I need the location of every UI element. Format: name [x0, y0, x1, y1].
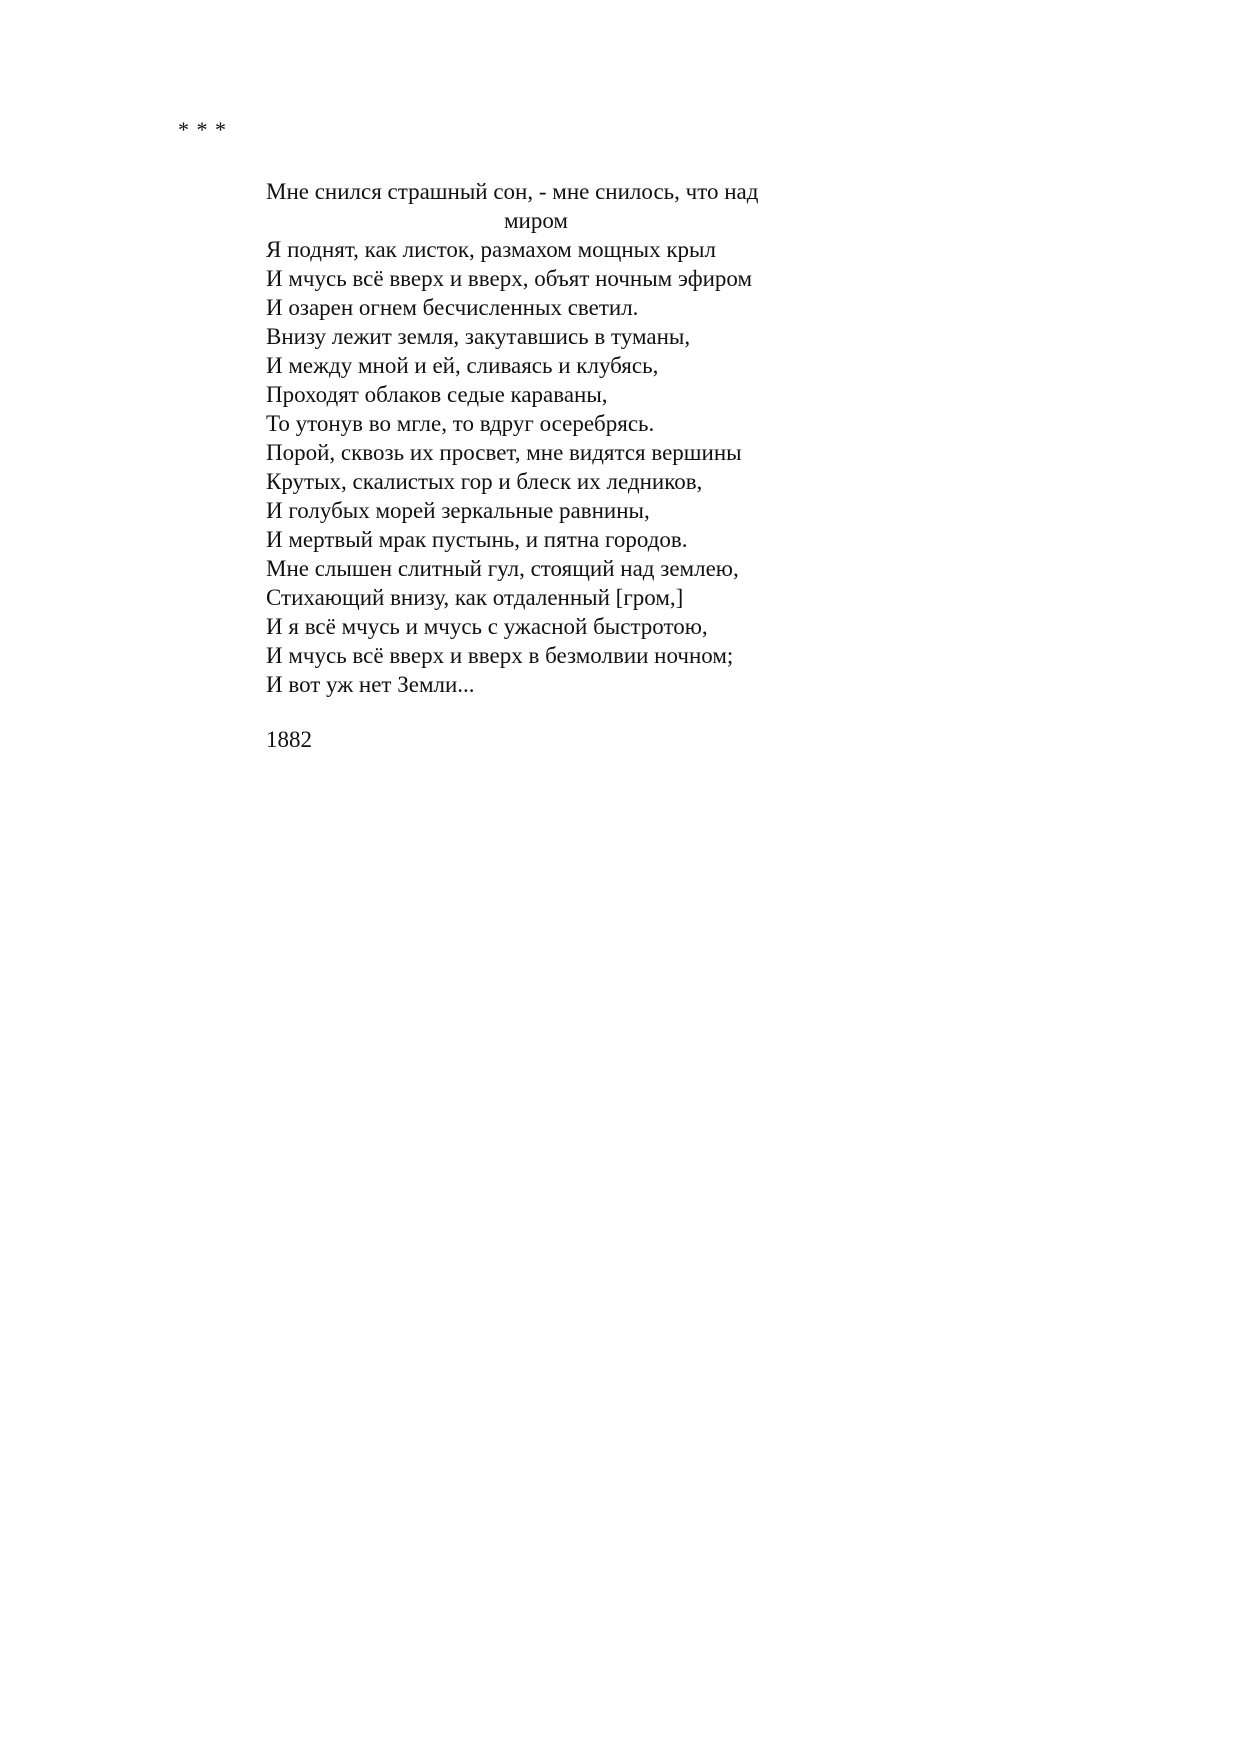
poem-line-continuation: миром — [504, 208, 568, 233]
poem-line: И мертвый мрак пустынь, и пятна городов. — [266, 527, 688, 552]
poem-line: Крутых, скалистых гор и блеск их ледников, — [266, 469, 703, 494]
poem-line: Мне слышен слитный гул, стоящий над землею, — [266, 556, 739, 581]
poem-line: То утонув во мгле, то вдруг осеребрясь. — [266, 411, 655, 436]
poem-line: И вот уж нет Земли... — [266, 672, 475, 697]
poem-year: 1882 — [266, 727, 312, 752]
poem-line: Я поднят, как листок, размахом мощных крыл — [266, 237, 716, 262]
poem-line: И между мной и ей, сливаясь и клубясь, — [266, 353, 659, 378]
poem-line: Стихающий внизу, как отдаленный [гром,] — [266, 585, 684, 610]
section-separator: * * * — [178, 117, 227, 142]
poem-line: Внизу лежит земля, закутавшись в туманы, — [266, 324, 691, 349]
poem-line: И голубых морей зеркальные равнины, — [266, 498, 650, 523]
poem-line: И я всё мчусь и мчусь с ужасной быстротою, — [266, 614, 708, 639]
poem-line: И мчусь всё вверх и вверх в безмолвии ночном; — [266, 643, 734, 668]
poem-line: Проходят облаков седые караваны, — [266, 382, 608, 407]
poem-line: И озарен огнем бесчисленных светил. — [266, 295, 639, 320]
poem-line: Порой, сквозь их просвет, мне видятся вершины — [266, 440, 742, 465]
poem-body — [266, 177, 806, 699]
poem-line: И мчусь всё вверх и вверх, объят ночным эфиром — [266, 266, 753, 291]
poem-line: Мне снился страшный сон, - мне снилось, что над — [266, 179, 759, 204]
